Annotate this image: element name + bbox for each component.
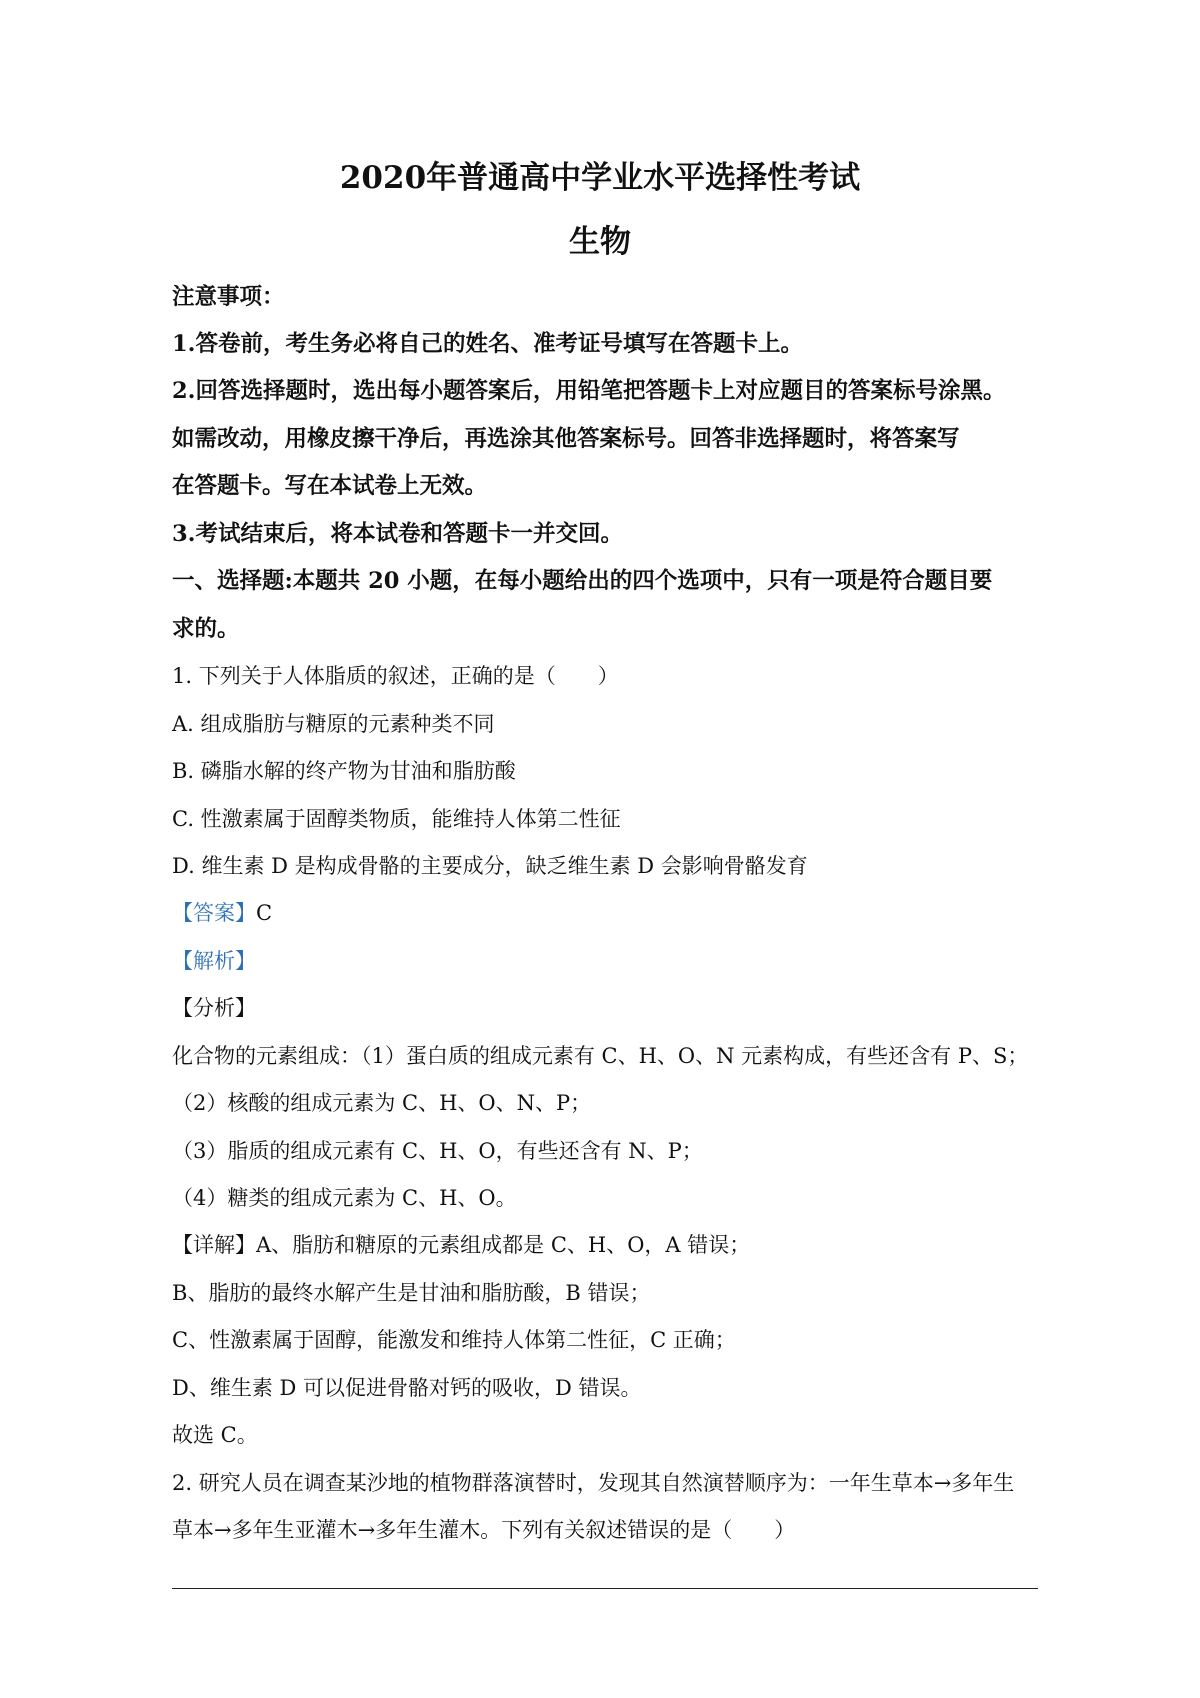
analysis-line-2: （2）核酸的组成元素为 C、H、O、N、P； xyxy=(172,1091,592,1115)
analysis-line-4: （4）糖类的组成元素为 C、H、O。 xyxy=(172,1186,517,1210)
notice-item-2-line-3: 在答题卡。写在本试卷上无效。 xyxy=(172,473,488,499)
exam-title: 2020年普通高中学业水平选择性考试 xyxy=(339,160,861,196)
detail-line-3: C、性激素属于固醇，能激发和维持人体第二性征，C 正确； xyxy=(172,1328,736,1352)
question-1-stem: 1. 下列关于人体脂质的叙述，正确的是（ ） xyxy=(172,664,619,688)
footer-divider xyxy=(172,1588,1038,1589)
question-1-option-a: A. 组成脂肪与糖原的元素种类不同 xyxy=(172,712,495,736)
detail-line-2: B、脂肪的最终水解产生是甘油和脂肪酸，B 错误； xyxy=(172,1281,651,1305)
notice-item-2-line-1: 2.回答选择题时，选出每小题答案后，用铅笔把答题卡上对应题目的答案标号涂黑。 xyxy=(172,378,1006,404)
explanation-label: 【解析】 xyxy=(172,949,256,973)
question-2-stem-line-1: 2. 研究人员在调查某沙地的植物群落演替时，发现其自然演替顺序为：一年生草本→多年生 xyxy=(172,1471,1015,1495)
section-heading-line-1: 一、选择题:本题共 20 小题，在每小题给出的四个选项中，只有一项是符合题目要 xyxy=(172,568,993,594)
notice-item-2-line-2: 如需改动，用橡皮擦干净后，再选涂其他答案标号。回答非选择题时，将答案写 xyxy=(172,426,960,452)
analysis-label: 【分析】 xyxy=(172,996,256,1020)
analysis-line-1: 化合物的元素组成：（1）蛋白质的组成元素有 C、H、O、N 元素构成，有些还含有 P、S； xyxy=(172,1044,1029,1068)
detail-line-4: D、维生素 D 可以促进骨骼对钙的吸收，D 错误。 xyxy=(172,1376,642,1400)
notice-item-1: 1.答卷前，考生务必将自己的姓名、准考证号填写在答题卡上。 xyxy=(172,331,803,357)
question-2-stem-line-2: 草本→多年生亚灌木→多年生灌木。下列有关叙述错误的是（ ） xyxy=(172,1518,796,1542)
notice-item-3: 3.考试结束后，将本试卷和答题卡一并交回。 xyxy=(172,521,623,547)
subject-title: 生物 xyxy=(569,224,631,260)
notice-heading: 注意事项： xyxy=(172,284,285,310)
answer-label: 【答案】 xyxy=(172,901,256,925)
question-1-option-c: C. 性激素属于固醇类物质，能维持人体第二性征 xyxy=(172,807,621,831)
question-1-option-b: B. 磷脂水解的终产物为甘油和脂肪酸 xyxy=(172,759,516,783)
question-1-option-d: D. 维生素 D 是构成骨骼的主要成分，缺乏维生素 D 会影响骨骼发育 xyxy=(172,854,808,878)
section-heading-line-2: 求的。 xyxy=(172,616,240,642)
conclusion-line: 故选 C。 xyxy=(172,1423,258,1447)
answer-row xyxy=(172,899,272,927)
detail-line-1: 【详解】A、脂肪和糖原的元素组成都是 C、H、O，A 错误； xyxy=(172,1233,751,1257)
analysis-line-3: （3）脂质的组成元素有 C、H、O，有些还含有 N、P； xyxy=(172,1139,703,1163)
answer-value: C xyxy=(256,901,273,925)
